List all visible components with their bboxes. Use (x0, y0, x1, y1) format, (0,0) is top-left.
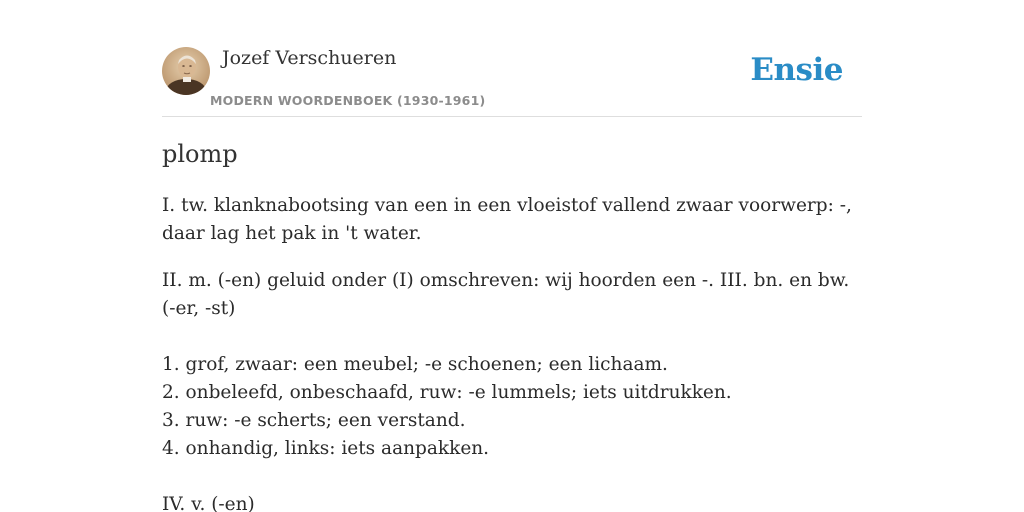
header (162, 0, 862, 117)
list-item: 1. grof, zwaar: een meubel; -e schoenen; een lichaam. (162, 354, 668, 375)
source-label[interactable]: MODERN WOORDENBOEK (1930-1961) (210, 93, 486, 108)
list-item: 4. onhandig, links: iets aanpakken. (162, 438, 490, 459)
list-item: 2. onbeleefd, onbeschaafd, ruw: -e lummels; iets uitdrukken. (162, 382, 732, 403)
definition-paragraph-3: IV. v. (-en) (162, 494, 255, 512)
definition-paragraph-2: II. m. (-en) geluid onder (I) omschreven: wij hoorden een -. III. bn. en bw. (-er, -st) (162, 270, 850, 319)
definition-paragraph-1: I. tw. klanknabootsing van een in een vloeistof vallend zwaar voorwerp: -, daar lag het pak in 't water. (162, 195, 852, 244)
brand-logo[interactable]: Ensie (750, 52, 843, 88)
definition-body (162, 192, 862, 512)
page (162, 0, 862, 512)
author-avatar[interactable] (162, 47, 210, 95)
definition-list (162, 351, 862, 463)
author-name[interactable]: Jozef Verschueren (222, 47, 397, 69)
page-title: plomp (162, 140, 238, 168)
list-item: 3. ruw: -e scherts; een verstand. (162, 410, 466, 431)
author-portrait-icon (162, 47, 210, 95)
